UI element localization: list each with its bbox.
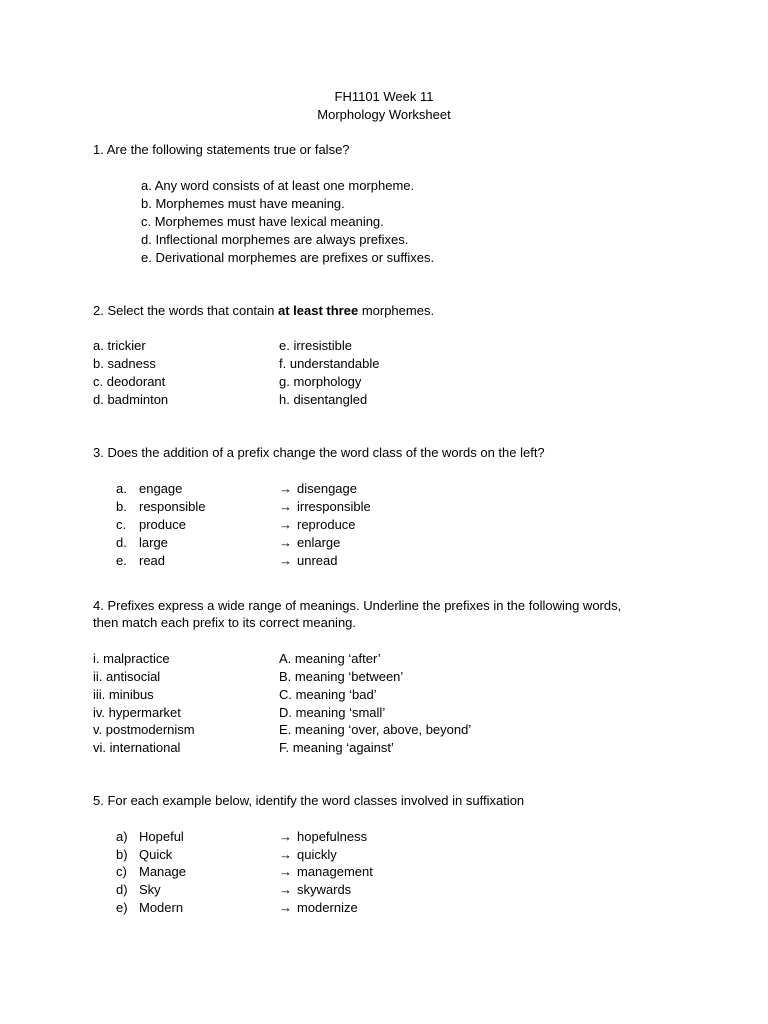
q5-marker: d) (116, 882, 128, 897)
q2-prompt-start: 2. Select the words that contain (93, 303, 278, 318)
q5-marker: c) (116, 864, 127, 879)
q3-marker: c. (116, 517, 127, 532)
q3-marker: e. (116, 553, 127, 568)
q5-derived (279, 899, 358, 916)
q5-derived-word: management (297, 864, 373, 879)
q4-meaning: F. meaning ‘against’ (279, 740, 394, 755)
q2-word-left: b. sadness (93, 356, 156, 371)
arrow-right-icon: → (279, 882, 292, 897)
q4-meaning: C. meaning ‘bad’ (279, 687, 377, 702)
q2-word-left: d. badminton (93, 392, 169, 407)
q5-base-word: Quick (139, 847, 173, 862)
course-title: FH1101 Week 11 (334, 89, 434, 104)
q2-word-right: h. disentangled (279, 392, 368, 407)
q4-prompt-line1: 4. Prefixes express a wide range of meanings. Underline the prefixes in the following words, (93, 598, 622, 613)
q2-prompt-emphasis: at least three (278, 303, 359, 318)
q2-word-right: g. morphology (279, 374, 362, 389)
q3-derived-word: unread (297, 553, 338, 568)
q3-derived (279, 480, 357, 497)
q5-derived (279, 881, 351, 898)
q2-word-left: c. deodorant (93, 374, 166, 389)
q4-word: vi. international (93, 740, 181, 755)
q4-word: ii. antisocial (93, 669, 161, 684)
q3-derived-word: irresponsible (297, 499, 371, 514)
arrow-right-icon: → (279, 900, 292, 915)
q5-derived-word: skywards (297, 882, 352, 897)
q5-derived-word: modernize (297, 900, 358, 915)
q3-base-word: engage (139, 481, 183, 496)
q3-base-word: produce (139, 517, 186, 532)
q4-meaning: A. meaning ‘after’ (279, 651, 381, 666)
q3-derived (279, 534, 340, 551)
arrow-right-icon: → (279, 553, 292, 568)
q3-derived-word: enlarge (297, 535, 341, 550)
arrow-right-icon: → (279, 481, 292, 496)
q4-word: i. malpractice (93, 651, 170, 666)
q4-word: iv. hypermarket (93, 705, 181, 720)
q2-prompt (93, 302, 434, 319)
q3-marker: d. (116, 535, 127, 550)
q1-item: c. Morphemes must have lexical meaning. (141, 214, 384, 229)
q3-marker: b. (116, 499, 127, 514)
q4-word: v. postmodernism (93, 722, 195, 737)
arrow-right-icon: → (279, 517, 292, 532)
q5-derived (279, 846, 337, 863)
q5-base-word: Modern (139, 900, 184, 915)
q3-derived (279, 516, 356, 533)
arrow-right-icon: → (279, 847, 292, 862)
q3-derived (279, 498, 371, 515)
q4-meaning: B. meaning ‘between’ (279, 669, 404, 684)
q3-derived-word: disengage (297, 481, 357, 496)
q5-base-word: Sky (139, 882, 161, 897)
q4-meaning: D. meaning ‘small’ (279, 705, 386, 720)
q2-word-right: f. understandable (279, 356, 380, 371)
q4-word: iii. minibus (93, 687, 154, 702)
q3-derived (279, 552, 337, 569)
q5-marker: a) (116, 829, 128, 844)
q3-base-word: responsible (139, 499, 206, 514)
q3-marker: a. (116, 481, 127, 496)
q5-derived (279, 828, 367, 845)
arrow-right-icon: → (279, 829, 292, 844)
q5-marker: e) (116, 900, 128, 915)
arrow-right-icon: → (279, 535, 292, 550)
q3-base-word: large (139, 535, 168, 550)
q1-item: d. Inflectional morphemes are always prefixes. (141, 232, 409, 247)
worksheet-title: Morphology Worksheet (317, 107, 451, 122)
q2-word-left: a. trickier (93, 338, 146, 353)
q4-meaning: E. meaning ‘over, above, beyond’ (279, 722, 472, 737)
arrow-right-icon: → (279, 499, 292, 514)
q1-item: e. Derivational morphemes are prefixes or suffixes. (141, 250, 435, 265)
q5-derived (279, 863, 373, 880)
q5-derived-word: quickly (297, 847, 337, 862)
q3-derived-word: reproduce (297, 517, 356, 532)
q5-base-word: Manage (139, 864, 186, 879)
q3-base-word: read (139, 553, 166, 568)
q1-item: a. Any word consists of at least one morpheme. (141, 178, 415, 193)
q1-prompt: 1. Are the following statements true or false? (93, 142, 350, 157)
arrow-right-icon: → (279, 864, 292, 879)
q4-prompt-line2: then match each prefix to its correct meaning. (93, 615, 357, 630)
q2-word-right: e. irresistible (279, 338, 352, 353)
q5-prompt: 5. For each example below, identify the word classes involved in suffixation (93, 793, 525, 808)
q2-prompt-end: morphemes. (358, 303, 435, 318)
q3-prompt: 3. Does the addition of a prefix change the word class of the words on the left? (93, 445, 545, 460)
q5-derived-word: hopefulness (297, 829, 368, 844)
q1-item: b. Morphemes must have meaning. (141, 196, 345, 211)
q5-marker: b) (116, 847, 128, 862)
q5-base-word: Hopeful (139, 829, 184, 844)
